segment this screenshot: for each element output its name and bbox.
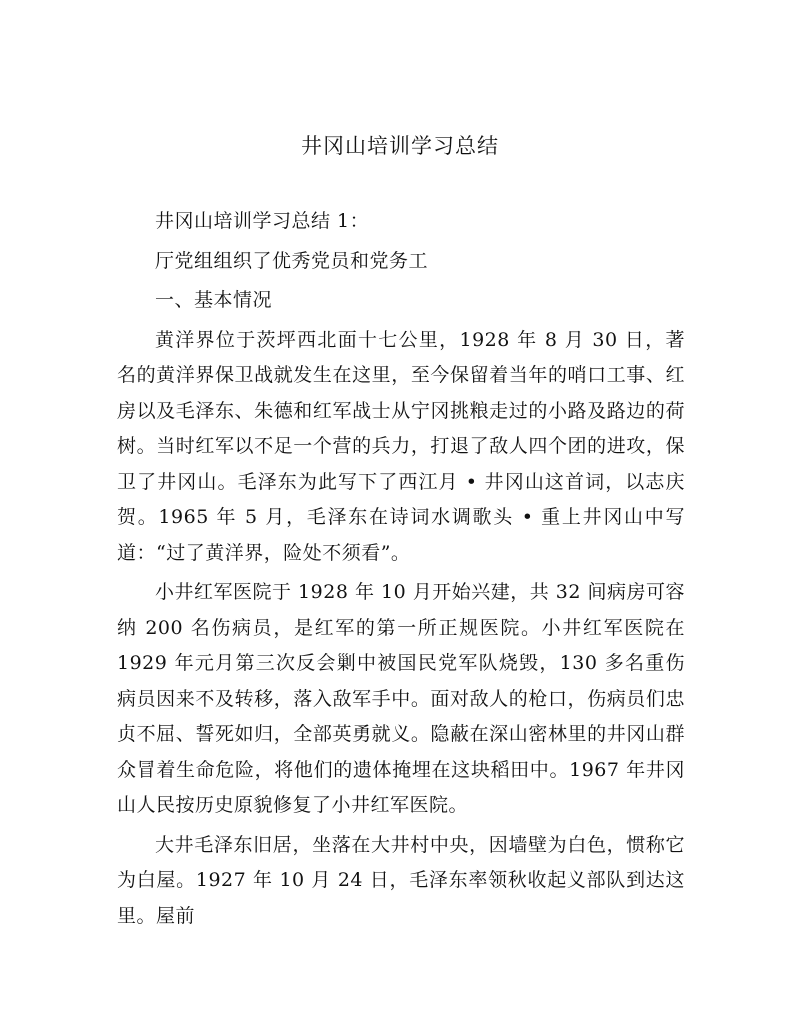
- section-heading: 井冈山培训学习总结 1：: [155, 210, 370, 232]
- document-body: [117, 204, 685, 934]
- paragraph-intro: 厅党组组织了优秀党员和党务工: [155, 249, 429, 272]
- paragraph-xiaojing-hospital: 小井红军医院于 1928 年 10 月开始兴建，共 32 间病房可容纳 200 名伤病员，是红军的第一所正规医院。小井红军医院在 1929 年元月第三次反会剿中被国民党军队烧毁，130 多名重伤病员因来不及转移，落入敌军手中。面对敌人的枪口，伤病员们忠贞不屈、誓死如归，全部英勇就义。隐蔽在深山密林里的井冈山群众冒着生命危险，将他们的遗体掩埋在这块稻田中。1967 年井冈山人民按历史原貌修复了小井红军医院。: [117, 581, 685, 816]
- section-subheading: 一、基本情况: [155, 289, 273, 311]
- document-title: 井冈山培训学习总结: [301, 134, 499, 158]
- paragraph-huangyangjie: 黄洋界位于茨坪西北面十七公里，1928 年 8 月 30 日，著名的黄洋界保卫战就发生在这里，至今保留着当年的哨口工事、红房以及毛泽东、朱德和红军战士从宁冈挑粮走过的小路及路边的荷树。当时红军以不足一个营的兵力，打退了敌人四个团的进攻，保卫了井冈山。毛泽东为此写下了西江月 • 井冈山这首词，以志庆贺。1965 年 5 月，毛泽东在诗词水调歌头 • 重上井冈山中写道：“过了黄洋界，险处不须看”。: [117, 328, 685, 564]
- paragraph-dajing-residence: 大井毛泽东旧居，坐落在大井村中央，因墙壁为白色，惯称它为白屋。1927 年 10 月 24 日，毛泽东率领秋收起义部队到达这里。屋前: [117, 833, 685, 927]
